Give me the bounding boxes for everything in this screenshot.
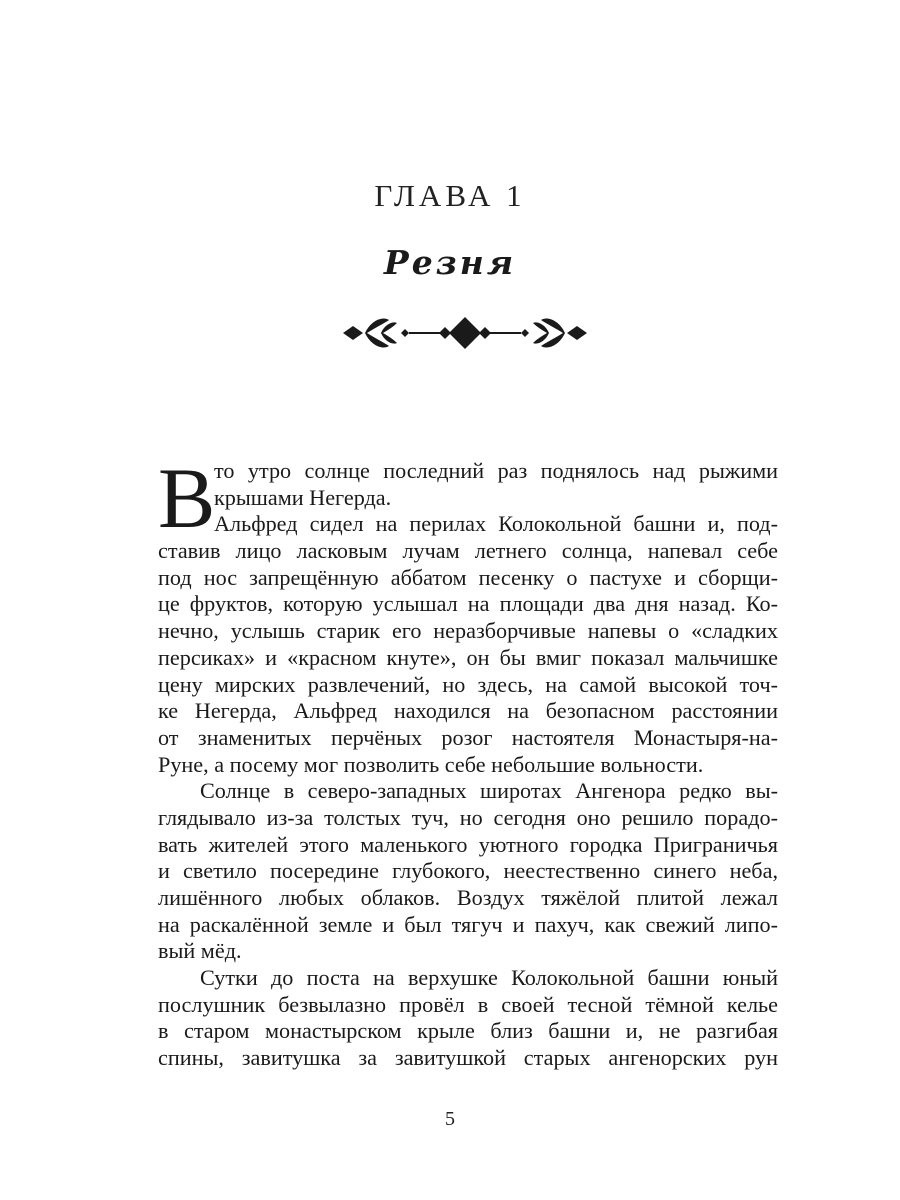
text-line: персиках» и «красном кнуте», он бы вмиг показал мальчишке bbox=[158, 644, 778, 670]
body-text bbox=[158, 450, 778, 1072]
text-line: вый мёд. bbox=[158, 938, 242, 964]
text-line: на раскалённой земле и был тягуч и пахуч, как свежий липо- bbox=[158, 911, 778, 937]
text-line: Сутки до поста на верхушке Колокольной башни юный bbox=[200, 965, 778, 991]
text-line: Альфред сидел на перилах Колокольной башни и, под- bbox=[214, 511, 778, 537]
text-line: ставив лицо ласковым лучам летнего солнца, напевал себе bbox=[158, 538, 778, 564]
text-line: лишённого любых облаков. Воздух тяжёлой плитой лежал bbox=[158, 885, 778, 910]
page-number: 5 bbox=[445, 1108, 455, 1130]
chapter-title: Резня bbox=[383, 243, 517, 282]
text-line: крышами Негерда. bbox=[214, 484, 392, 510]
text-line: цену мирских развлечений, но здесь, на самой высокой точ- bbox=[158, 671, 778, 697]
text-line: послушник безвылазно провёл в своей тесной тёмной келье bbox=[158, 991, 778, 1017]
text-line: вать жителей этого маленького уютного городка Приграничья bbox=[158, 831, 778, 857]
drop-cap: В bbox=[158, 450, 216, 546]
floral-divider-icon bbox=[335, 310, 595, 356]
text-line: нечно, услышь старик его неразборчивые напевы о «сладких bbox=[158, 618, 778, 644]
text-line: спины, завитушка за завитушкой старых ангенорских рун bbox=[158, 1045, 778, 1071]
text-line: ке Негерда, Альфред находился на безопасном расстоянии bbox=[158, 698, 778, 724]
text-line: то утро солнце последний раз поднялось над рыжими bbox=[214, 458, 778, 483]
text-line: и светило посередине глубокого, неестественно синего неба, bbox=[158, 858, 778, 884]
text-line: в старом монастырском крыле близ башни и, не разгибая bbox=[158, 1018, 778, 1044]
chapter-label: ГЛАВА 1 bbox=[374, 178, 526, 213]
text-line: Солнце в северо-западных широтах Ангенора редко вы- bbox=[200, 778, 778, 804]
text-line: Руне, а посему мог позволить себе небольшие вольности. bbox=[158, 751, 704, 777]
text-line: це фруктов, которую услышал на площади два дня назад. Ко- bbox=[158, 591, 778, 617]
text-line: от знаменитых перчёных розог настоятеля Монастыря-на- bbox=[158, 724, 778, 750]
text-line: глядывало из-за толстых туч, но сегодня оно решило порадо- bbox=[158, 804, 778, 830]
text-line: под нос запрещённую аббатом песенку о пастухе и сборщи- bbox=[158, 564, 778, 590]
